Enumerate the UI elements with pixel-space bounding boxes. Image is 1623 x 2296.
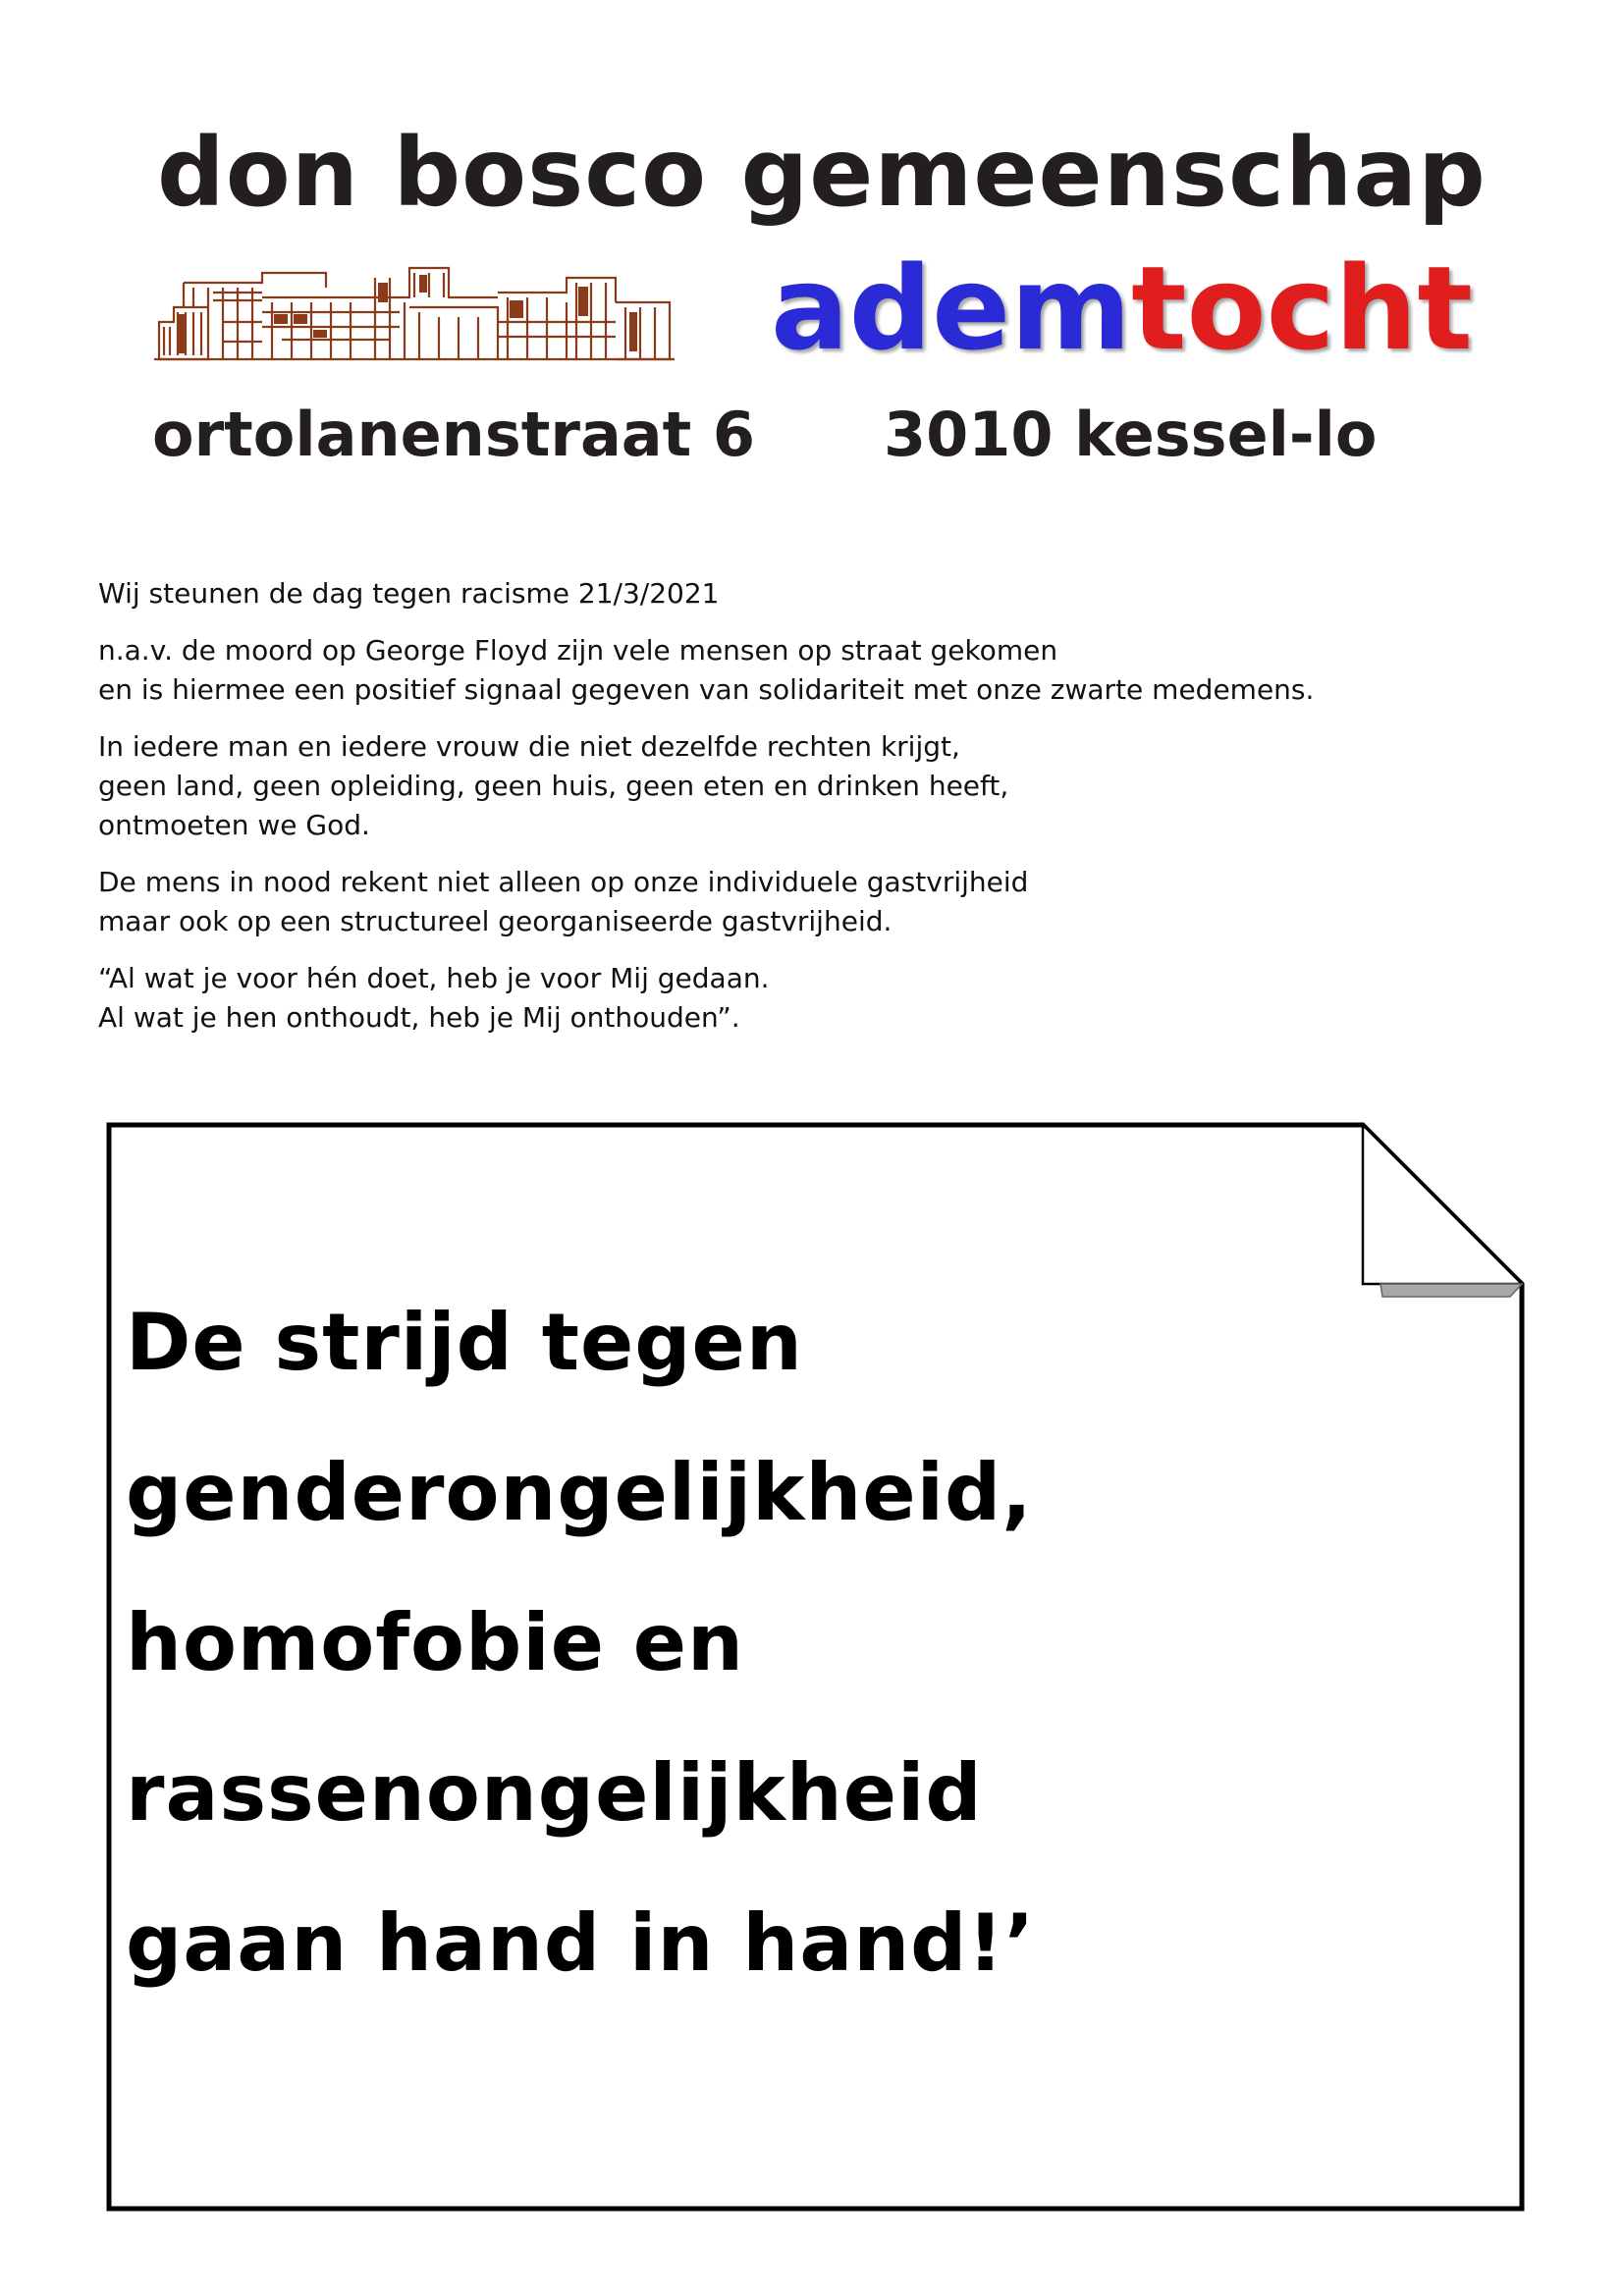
slogan-line: rassenongelijkheid bbox=[126, 1747, 983, 1839]
folded-note-card bbox=[106, 1122, 1525, 2212]
postal-city: 3010 kessel-lo bbox=[884, 399, 1378, 470]
ademtocht-wordmark bbox=[771, 240, 1473, 376]
slogan bbox=[126, 1267, 1402, 2018]
organization-name: don bosco gemeenschap bbox=[157, 118, 1487, 228]
building-sketch-logo bbox=[154, 253, 675, 361]
paragraph: n.a.v. de moord op George Floyd zijn vele mensen op straat gekomen en is hiermee een positief signaal gegeven van solidariteit met onze zwarte medemens. bbox=[98, 634, 1315, 706]
letterhead bbox=[113, 108, 1487, 486]
paragraph: De mens in nood rekent niet alleen op onze individuele gastvrijheid maar ook op een structureel georganiseerde gastvrijheid. bbox=[98, 866, 1029, 937]
paragraph: “Al wat je voor hén doet, heb je voor Mij gedaan. Al wat je hen onthoudt, heb je Mij onthouden”. bbox=[98, 962, 770, 1034]
intro-text bbox=[98, 574, 1473, 1055]
slogan-line: genderongelijkheid, bbox=[126, 1447, 1033, 1538]
slogan-line: homofobie en bbox=[126, 1597, 745, 1688]
street-address: ortolanenstraat 6 bbox=[152, 399, 755, 470]
paragraph: Wij steunen de dag tegen racisme 21/3/2021 bbox=[98, 577, 720, 610]
slogan-line: gaan hand in hand!’ bbox=[126, 1897, 1036, 1989]
paragraph: In iedere man en iedere vrouw die niet dezelfde rechten krijgt, geen land, geen opleiding, geen huis, geen eten en drinken heeft, ontmoeten we God. bbox=[98, 730, 1009, 841]
slogan-line: De strijd tegen bbox=[126, 1297, 803, 1388]
wordmark-adem: adem bbox=[771, 240, 1132, 376]
wordmark-tocht: tocht bbox=[1131, 240, 1473, 376]
